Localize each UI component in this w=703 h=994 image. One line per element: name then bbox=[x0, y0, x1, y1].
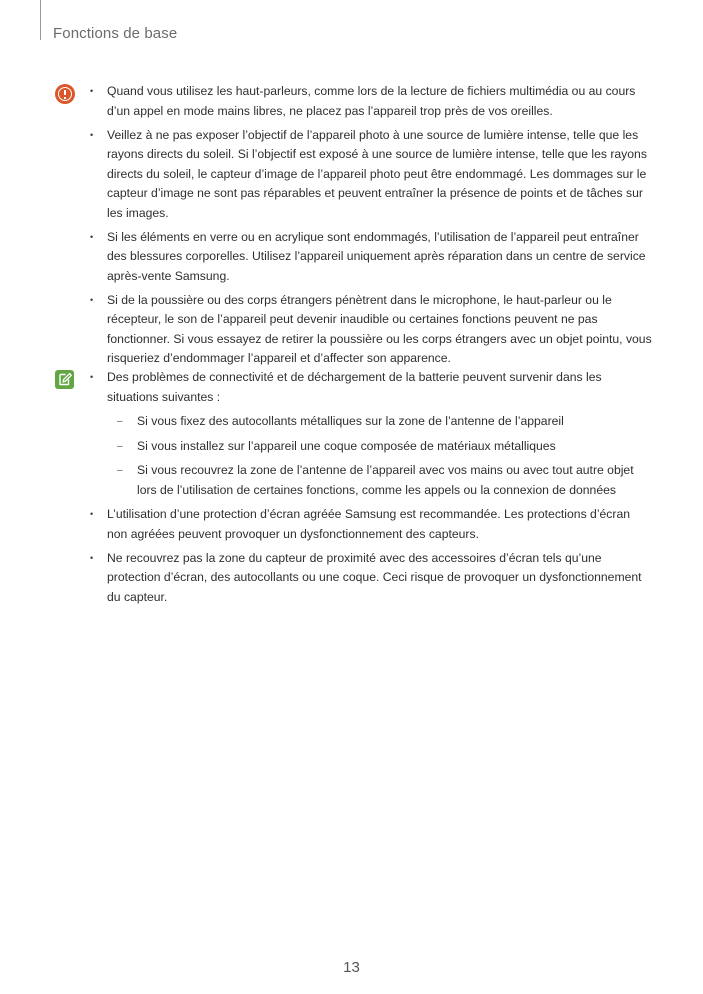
caution-list bbox=[0, 82, 703, 373]
note-list bbox=[0, 368, 703, 612]
note-sublist bbox=[0, 412, 703, 500]
caution-item: • Si les éléments en verre ou en acrylique sont endommagés, l’utilisation de l’appareil peut entraîner des blessures corporelles. Utilisez l’appareil uniquement après réparation dans un centre de service après-vente Samsung. bbox=[107, 228, 653, 287]
caution-item: • Quand vous utilisez les haut-parleurs, comme lors de la lecture de fichiers multimédia ou au cours d’un appel en mode mains libres, ne placez pas l’appareil trop près de vos oreilles. bbox=[107, 82, 653, 121]
note-subitem: – Si vous recouvrez la zone de l’antenne de l’appareil avec vos mains ou avec tout autre objet lors de l’utilisation de certaines fonctions, comme les appels ou la connexion de données bbox=[137, 461, 643, 500]
note-item: • L’utilisation d’une protection d’écran agréée Samsung est recommandée. Les protections d’écran non agréées peuvent provoquer un dysfonctionnement des capteurs. bbox=[107, 505, 653, 544]
note-subitem: – Si vous fixez des autocollants métalliques sur la zone de l’antenne de l’appareil bbox=[137, 412, 643, 432]
header-divider bbox=[40, 0, 41, 40]
section-header-title: Fonctions de base bbox=[53, 25, 178, 42]
note-item: • Des problèmes de connectivité et de déchargement de la batterie peuvent survenir dans les situations suivantes : bbox=[107, 368, 653, 407]
note-item: • Ne recouvrez pas la zone du capteur de proximité avec des accessoires d’écran tels qu’une protection d’écran, des autocollants ou une coque. Ceci risque de provoquer un dysfonctionnement du capteur. bbox=[107, 549, 653, 608]
caution-item: • Veillez à ne pas exposer l’objectif de l’appareil photo à une source de lumière intense, telle que les rayons directs du soleil. Si l’objectif est exposé à une source de lumière intense, telle que les rayons directs du soleil, le capteur d’image de l’appareil photo peut être endommagé. Les dommages sur le capteur d’image ne sont pas réparables et peuvent entraîner la présence de points et de tâches sur les images. bbox=[107, 126, 653, 224]
page-number: 13 bbox=[343, 959, 360, 976]
note-subitem: – Si vous installez sur l’appareil une coque composée de matériaux métalliques bbox=[137, 437, 643, 457]
caution-item: • Si de la poussière ou des corps étrangers pénètrent dans le microphone, le haut-parleur ou le récepteur, le son de l’appareil peut devenir inaudible ou certaines fonctions peuvent ne pas fonctionner. Si vous essayez de retirer la poussière ou les corps étrangers avec un objet pointu, vous risqueriez d’endommager l’appareil et d’affecter son apparence. bbox=[107, 291, 653, 369]
